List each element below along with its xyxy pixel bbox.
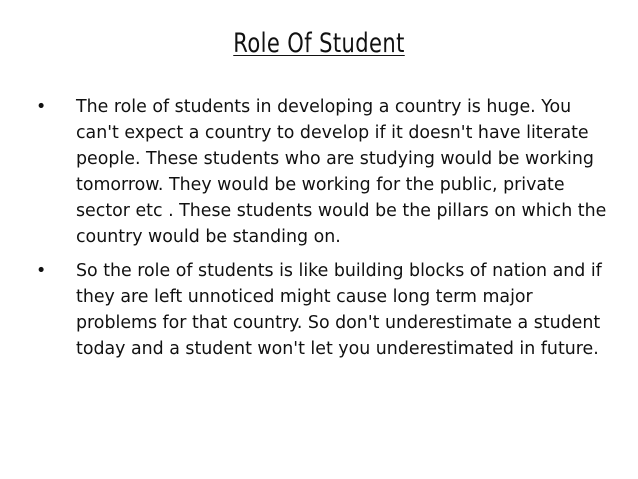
bullet-list xyxy=(36,94,616,370)
bullet-text: So the role of students is like building blocks of nation and if they are left unnoticed might cause long term major problems for that country. So don't underestimate a student today and a student won't let you underestimated in future. xyxy=(76,261,602,359)
bullet-item xyxy=(36,94,616,250)
bullet-dot-icon: • xyxy=(36,97,47,117)
bullet-text: The role of students in developing a country is huge. You can't expect a country to develop if it doesn't have literate people. These students who are studying would be working tomorrow. They would be working for the public, private sector etc . These students would be the pillars on which the country would be standing on. xyxy=(76,97,607,247)
slide-title: Role Of Student xyxy=(233,28,405,59)
bullet-dot-icon: • xyxy=(36,261,47,281)
bullet-item xyxy=(36,258,616,362)
